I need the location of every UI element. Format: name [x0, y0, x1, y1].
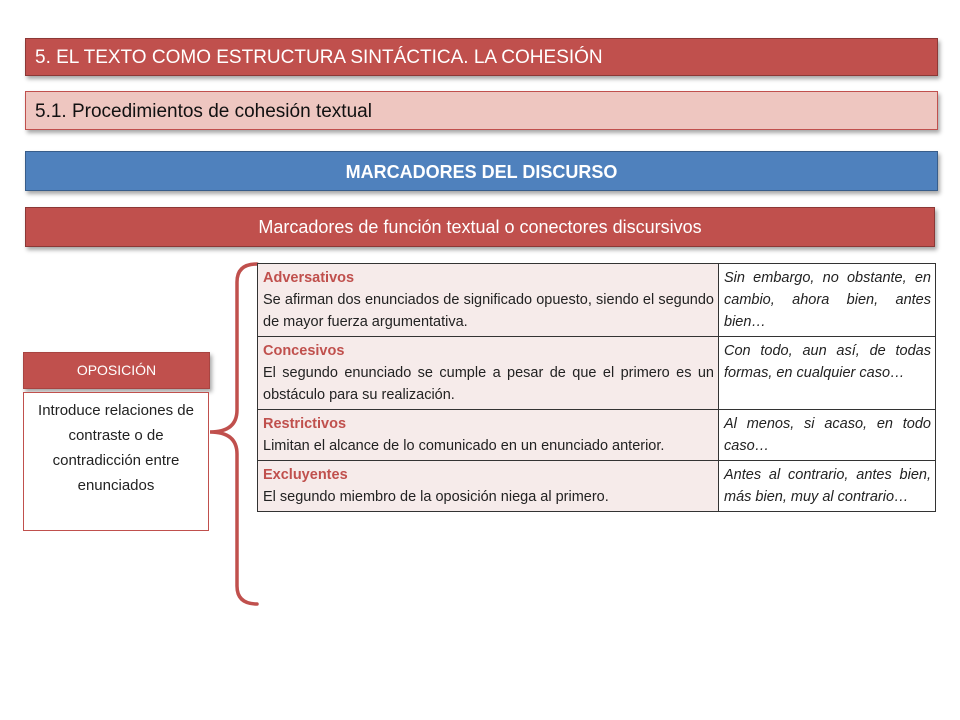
table-row: [258, 337, 936, 410]
marker-examples: Sin embargo, no obstante, en cambio, ahora bien, antes bien…: [719, 264, 936, 337]
section-title-bar: [25, 38, 938, 76]
section-title: 5. EL TEXTO COMO ESTRUCTURA SINTÁCTICA. LA COHESIÓN: [35, 47, 603, 68]
opposition-description: Introduce relaciones de contraste o de contradicción entre enunciados: [23, 392, 209, 531]
marker-definition-cell: [258, 410, 719, 461]
marker-definition: Se afirman dos enunciados de significado opuesto, siendo el segundo de mayor fuerza argumentativa.: [263, 292, 714, 330]
topic-title: MARCADORES DEL DISCURSO: [345, 162, 618, 182]
marker-definition-cell: [258, 461, 719, 512]
marker-definition-cell: [258, 337, 719, 410]
subtopic-title-bar: [25, 207, 935, 247]
table-row: [258, 264, 936, 337]
opposition-label: OPOSICIÓN: [23, 352, 210, 389]
marker-examples: Antes al contrario, antes bien, más bien, muy al contrario…: [719, 461, 936, 512]
subsection-title: 5.1. Procedimientos de cohesión textual: [35, 101, 372, 122]
table-row: [258, 410, 936, 461]
marker-examples: Con todo, aun así, de todas formas, en cualquier caso…: [719, 337, 936, 410]
marker-category: Concesivos: [263, 343, 345, 359]
subsection-title-bar: [25, 91, 938, 130]
marker-examples: Al menos, si acaso, en todo caso…: [719, 410, 936, 461]
subtopic-title: Marcadores de función textual o conectores discursivos: [258, 217, 702, 237]
table-row: [258, 461, 936, 512]
marker-definition: El segundo enunciado se cumple a pesar de que el primero es un obstáculo para su realización.: [263, 365, 714, 403]
marker-category: Adversativos: [263, 270, 355, 286]
topic-title-bar: [25, 151, 938, 191]
curly-brace-connector: [205, 260, 265, 610]
marker-category: Restrictivos: [263, 416, 347, 432]
marker-definition-cell: [258, 264, 719, 337]
marker-category: Excluyentes: [263, 467, 348, 483]
marker-definition: El segundo miembro de la oposición niega al primero.: [263, 489, 609, 505]
marker-definition: Limitan el alcance de lo comunicado en un enunciado anterior.: [263, 438, 665, 454]
discourse-markers-table: [257, 263, 936, 512]
